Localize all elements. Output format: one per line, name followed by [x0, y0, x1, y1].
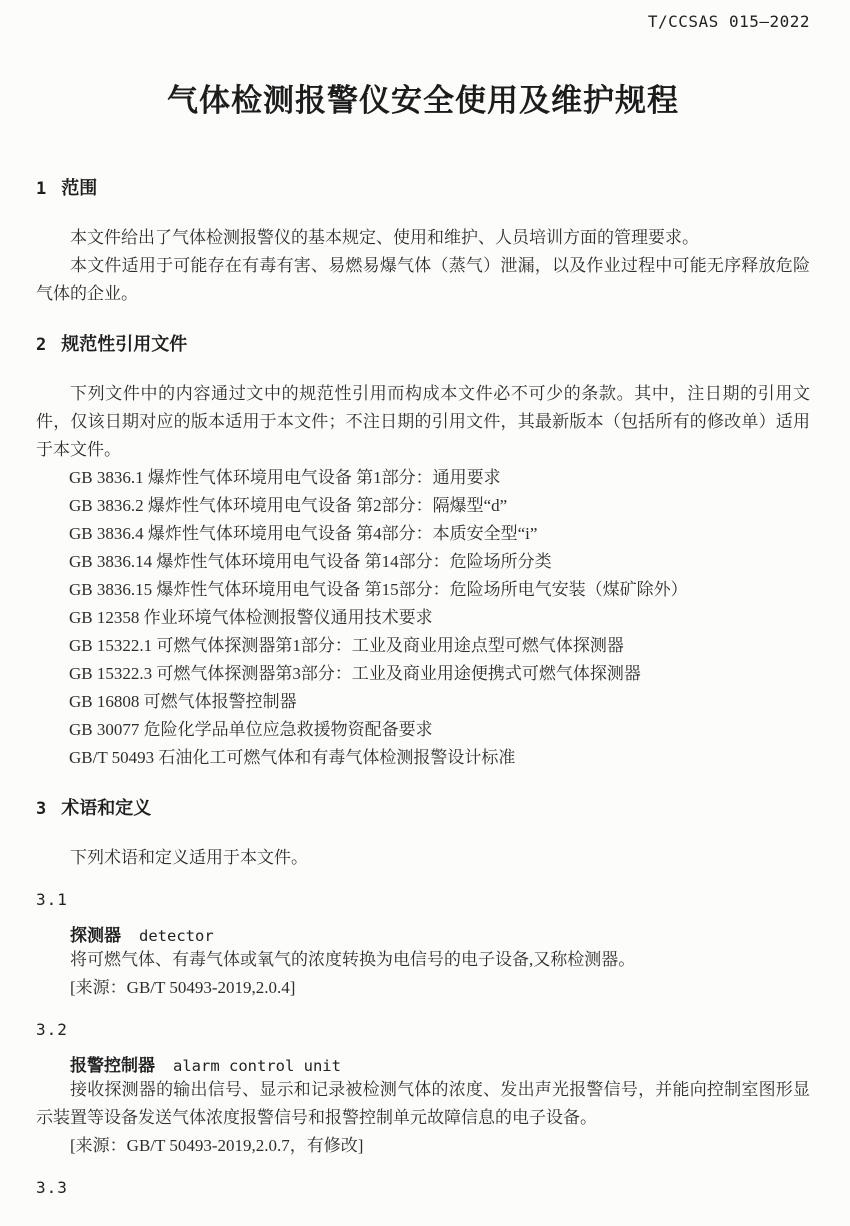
page-title: 气体检测报警仪安全使用及维护规程 [167, 83, 679, 118]
doc-number: T/CCSAS 015—2022 [647, 12, 810, 31]
references-intro: 下列文件中的内容通过文中的规范性引用而构成本文件必不可少的条款。其中，注日期的引用文件，仅该日期对应的版本适用于本文件；不注日期的引用文件，其最新版本（包括所有的修改单）适用于本文件。 [36, 384, 810, 459]
section-references-heading [36, 330, 810, 356]
section-references-number: 2 [36, 335, 47, 355]
term-name-zh: 探测器 [70, 926, 121, 945]
reference-item: GB 30077 危险化学品单位应急救援物资配备要求 [69, 720, 433, 739]
term-definition: 接收探测器的输出信号、显示和记录被检测气体的浓度、发出声光报警信号，并能向控制室图形显示装置等设备发送气体浓度报警信号和报警控制单元故障信息的电子设备。 [36, 1080, 810, 1127]
reference-item: GB 12358 作业环境气体检测报警仪通用技术要求 [69, 608, 433, 627]
section-scope-title: 范围 [61, 178, 98, 198]
term-entry-3-2-title [70, 1051, 810, 1076]
reference-item: GB 15322.3 可燃气体探测器第3部分：工业及商业用途便携式可燃气体探测器 [69, 664, 641, 683]
term-name-en: detector [139, 927, 214, 945]
term-name-en: alarm control unit [173, 1057, 341, 1075]
clause-number-3-3: 3.3 [36, 1178, 68, 1197]
term-source: [来源：GB/T 50493-2019,2.0.4] [70, 978, 296, 997]
term-name-zh: 报警控制器 [70, 1056, 155, 1075]
reference-item: GB 16808 可燃气体报警控制器 [69, 692, 297, 711]
section-scope-number: 1 [36, 179, 47, 199]
section-terms-number: 3 [36, 799, 47, 819]
reference-item: GB 3836.1 爆炸性气体环境用电气设备 第1部分：通用要求 [69, 468, 501, 487]
section-references-title: 规范性引用文件 [61, 334, 188, 354]
term-source: [来源：GB/T 50493-2019,2.0.7，有修改] [70, 1136, 364, 1155]
term-entry-3-1-title [70, 921, 810, 946]
scope-paragraph-1: 本文件给出了气体检测报警仪的基本规定、使用和维护、人员培训方面的管理要求。 [70, 228, 699, 247]
reference-item: GB 3836.2 爆炸性气体环境用电气设备 第2部分：隔爆型“d” [69, 496, 508, 515]
scope-paragraph-2: 本文件适用于可能存在有毒有害、易燃易爆气体（蒸气）泄漏，以及作业过程中可能无序释放危险气体的企业。 [36, 256, 810, 303]
references-list [69, 464, 810, 772]
clause-number-3-2: 3.2 [36, 1020, 68, 1039]
terms-intro: 下列术语和定义适用于本文件。 [70, 848, 308, 867]
reference-item: GB 3836.15 爆炸性气体环境用电气设备 第15部分：危险场所电气安装（煤矿除外） [69, 580, 688, 599]
reference-item: GB 15322.1 可燃气体探测器第1部分：工业及商业用途点型可燃气体探测器 [69, 636, 624, 655]
reference-item: GB 3836.14 爆炸性气体环境用电气设备 第14部分：危险场所分类 [69, 552, 552, 571]
section-scope-heading [36, 174, 810, 200]
reference-item: GB/T 50493 石油化工可燃气体和有毒气体检测报警设计标准 [69, 748, 516, 767]
clause-number-3-1: 3.1 [36, 890, 68, 909]
term-definition: 将可燃气体、有毒气体或氧气的浓度转换为电信号的电子设备,又称检测器。 [70, 950, 636, 969]
reference-item: GB 3836.4 爆炸性气体环境用电气设备 第4部分：本质安全型“i” [69, 524, 538, 543]
section-terms-heading [36, 794, 810, 820]
section-terms-title: 术语和定义 [61, 798, 152, 818]
